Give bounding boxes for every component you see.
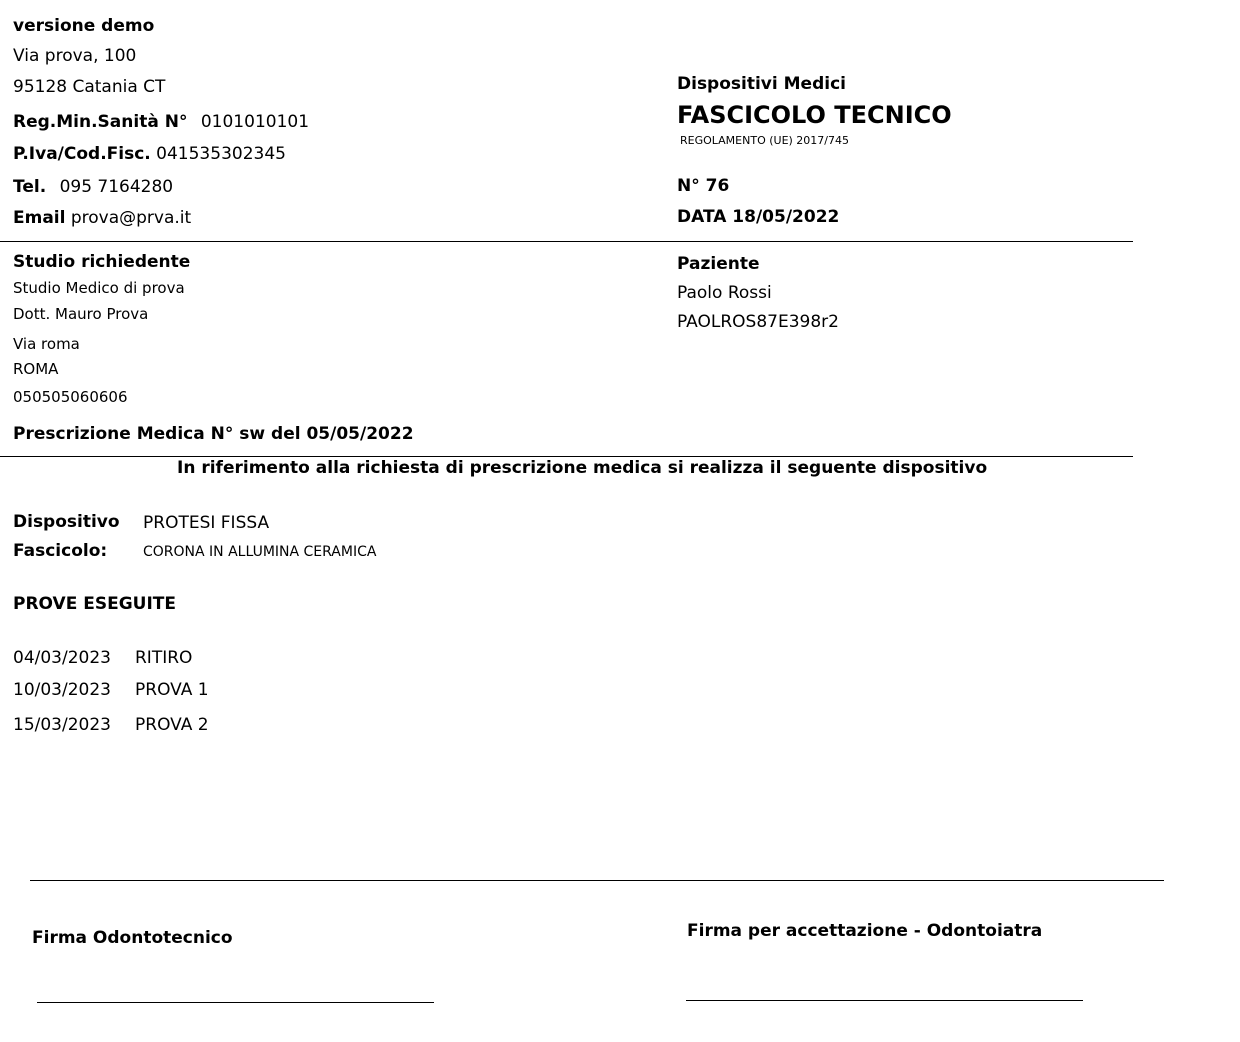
doc-title: FASCICOLO TECNICO	[677, 101, 952, 129]
tests-heading: PROVE ESEGUITE	[13, 594, 176, 614]
patient-name: Paolo Rossi	[677, 283, 772, 303]
patient-code: PAOLROS87E398r2	[677, 312, 839, 332]
test-label: RITIRO	[135, 648, 193, 668]
signature-technician-label: Firma Odontotecnico	[32, 928, 233, 948]
reference-text: In riferimento alla richiesta di prescrizione medica si realizza il seguente dispositivo	[177, 458, 988, 478]
file-label: Fascicolo:	[13, 541, 108, 561]
piva-value: 041535302345	[156, 144, 286, 164]
device-value: PROTESI FISSA	[143, 513, 270, 533]
test-row	[13, 650, 192, 667]
company-city: 95128 Catania CT	[13, 77, 166, 97]
tel-label: Tel.	[13, 177, 47, 197]
test-label: PROVA 1	[135, 680, 209, 700]
divider-middle	[0, 456, 1133, 457]
file-value: CORONA IN ALLUMINA CERAMICA	[143, 544, 377, 560]
piva-label: P.Iva/Cod.Fisc.	[13, 144, 151, 164]
company-address: Via prova, 100	[13, 46, 137, 66]
signature-technician-line	[37, 1002, 434, 1003]
divider-top	[0, 241, 1133, 242]
test-row	[13, 717, 209, 734]
email-row	[13, 210, 191, 227]
divider-bottom	[30, 880, 1164, 881]
tel-value: 095 7164280	[59, 177, 174, 197]
studio-name: Studio Medico di prova	[13, 279, 185, 297]
signature-dentist-label: Firma per accettazione - Odontoiatra	[687, 921, 1043, 941]
doc-subtitle: Dispositivi Medici	[677, 74, 846, 94]
studio-street: Via roma	[13, 335, 80, 353]
test-row	[13, 682, 209, 699]
test-date: 04/03/2023	[13, 648, 111, 668]
doc-number: N° 76	[677, 176, 730, 196]
email-label: Email	[13, 208, 66, 228]
signature-dentist-line	[686, 1000, 1083, 1001]
device-label: Dispositivo	[13, 512, 120, 532]
studio-label: Studio richiedente	[13, 252, 191, 272]
patient-label: Paziente	[677, 254, 760, 274]
reg-row	[13, 114, 309, 131]
test-date: 10/03/2023	[13, 680, 111, 700]
reg-value: 0101010101	[200, 112, 310, 132]
studio-code: 050505060606	[13, 388, 128, 406]
test-label: PROVA 2	[135, 715, 209, 735]
reg-label: Reg.Min.Sanità N°	[13, 112, 188, 132]
studio-doctor: Dott. Mauro Prova	[13, 305, 149, 323]
company-name: versione demo	[13, 16, 155, 36]
test-date: 15/03/2023	[13, 715, 111, 735]
tel-row	[13, 179, 173, 196]
doc-regulation: REGOLAMENTO (UE) 2017/745	[680, 134, 850, 147]
prescription: Prescrizione Medica N° sw del 05/05/2022	[13, 424, 414, 444]
doc-date: DATA 18/05/2022	[677, 207, 840, 227]
email-value: prova@prva.it	[70, 208, 192, 228]
piva-row	[13, 146, 286, 163]
studio-city: ROMA	[13, 360, 59, 378]
